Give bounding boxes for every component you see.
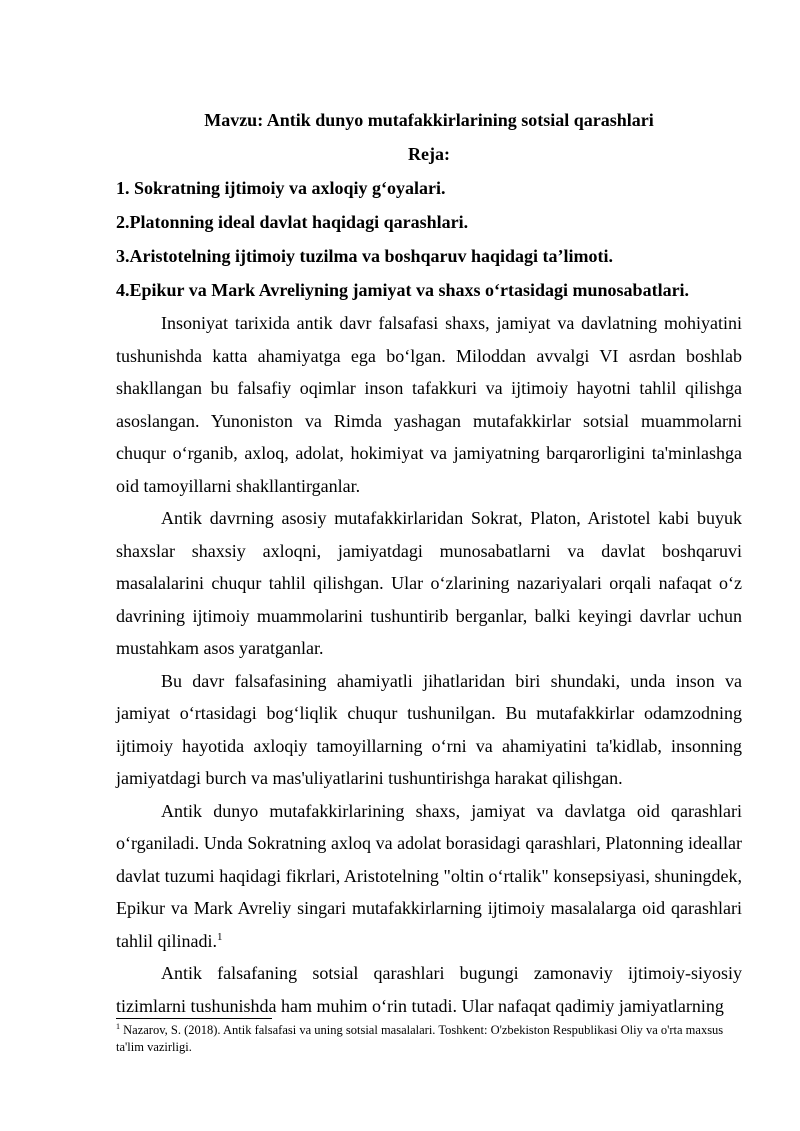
footnote-reference[interactable]: 1	[217, 930, 223, 943]
plan-item: 4.Epikur va Mark Avreliyning jamiyat va shaxs o‘rtasidagi munosabatlari.	[116, 280, 690, 300]
paragraph-text: Antik dunyo mutafakkirlarining shaxs, jamiyat va davlatga oid qarashlari o‘rganiladi. Unda Sokratning axloq va adolat borasidagi qarashlari, Platonning ideallar davlat tuzumi haqidagi fikrlari, Aristotelning "oltin o‘rtalik" konsepsiyasi, shuningdek, Epikur va Mark Avreliy singari mutafakkirlarning ijtimoiy masalalarga oid qarashlari tahlil qilinadi.	[116, 800, 742, 951]
plan-list	[116, 171, 742, 307]
body-paragraph-with-footnote	[116, 795, 742, 958]
footnote-separator	[116, 1018, 272, 1019]
plan-item: 1. Sokratning ijtimoiy va axloqiy g‘oyalari.	[116, 178, 446, 198]
footnote	[116, 1022, 742, 1056]
plan-heading: Reja:	[408, 144, 450, 164]
body-paragraph: Insoniyat tarixida antik davr falsafasi shaxs, jamiyat va davlatning mohiyatini tushunishda katta ahamiyatga ega bo‘lgan. Miloddan avvalgi VI asrdan boshlab shakllangan bu falsafiy oqimlar inson tafakkuri va ijtimoiy hayotni tahlil qilishga asoslangan. Yunoniston va Rimda yashagan mutafakkirlar sotsial muammolarni chuqur o‘rganib, axloq, adolat, hokimiyat va jamiyatning barqarorligini ta'minlashga oid tamoyillarni shakllantirganlar.	[116, 313, 742, 496]
footnote-marker: 1	[116, 1021, 120, 1031]
document-title: Mavzu: Antik dunyo mutafakkirlarining sotsial qarashlari	[204, 110, 654, 130]
plan-item: 3.Aristotelning ijtimoiy tuzilma va boshqaruv haqidagi ta’limoti.	[116, 246, 614, 266]
plan-item: 2.Platonning ideal davlat haqidagi qarashlari.	[116, 212, 469, 232]
body-paragraph: Antik davrning asosiy mutafakkirlaridan Sokrat, Platon, Aristotel kabi buyuk shaxslar shaxsiy axloqni, jamiyatdagi munosabatlarni va davlat boshqaruvi masalalarini chuqur tahlil qilishgan. Ular o‘zlarining nazariyalari orqali nafaqat o‘z davrining ijtimoiy muammolarini tushuntirib berganlar, balki keyingi davrlar uchun mustahkam asos yaratganlar.	[116, 508, 742, 658]
footnote-text: Nazarov, S. (2018). Antik falsafasi va uning sotsial masalalari. Toshkent: O'zbekiston Respublikasi Oliy va o'rta maxsus ta'lim vazirligi.	[116, 1023, 724, 1054]
body-paragraph: Antik falsafaning sotsial qarashlari bugungi zamonaviy ijtimoiy-siyosiy tizimlarni tushunishda ham muhim o‘rin tutadi. Ular nafaqat qadimiy jamiyatlarning	[116, 963, 742, 1016]
body-paragraph: Bu davr falsafasining ahamiyatli jihatlaridan biri shundaki, unda inson va jamiyat o‘rtasidagi bog‘liqlik chuqur tushunilgan. Bu mutafakkirlar odamzodning ijtimoiy hayotida axloqiy tamoyillarning o‘rni va ahamiyatini ta'kidlab, insonning jamiyatdagi burch va mas'uliyatlarini tushuntirishga harakat qilishgan.	[116, 670, 742, 788]
document-page	[116, 103, 742, 1022]
